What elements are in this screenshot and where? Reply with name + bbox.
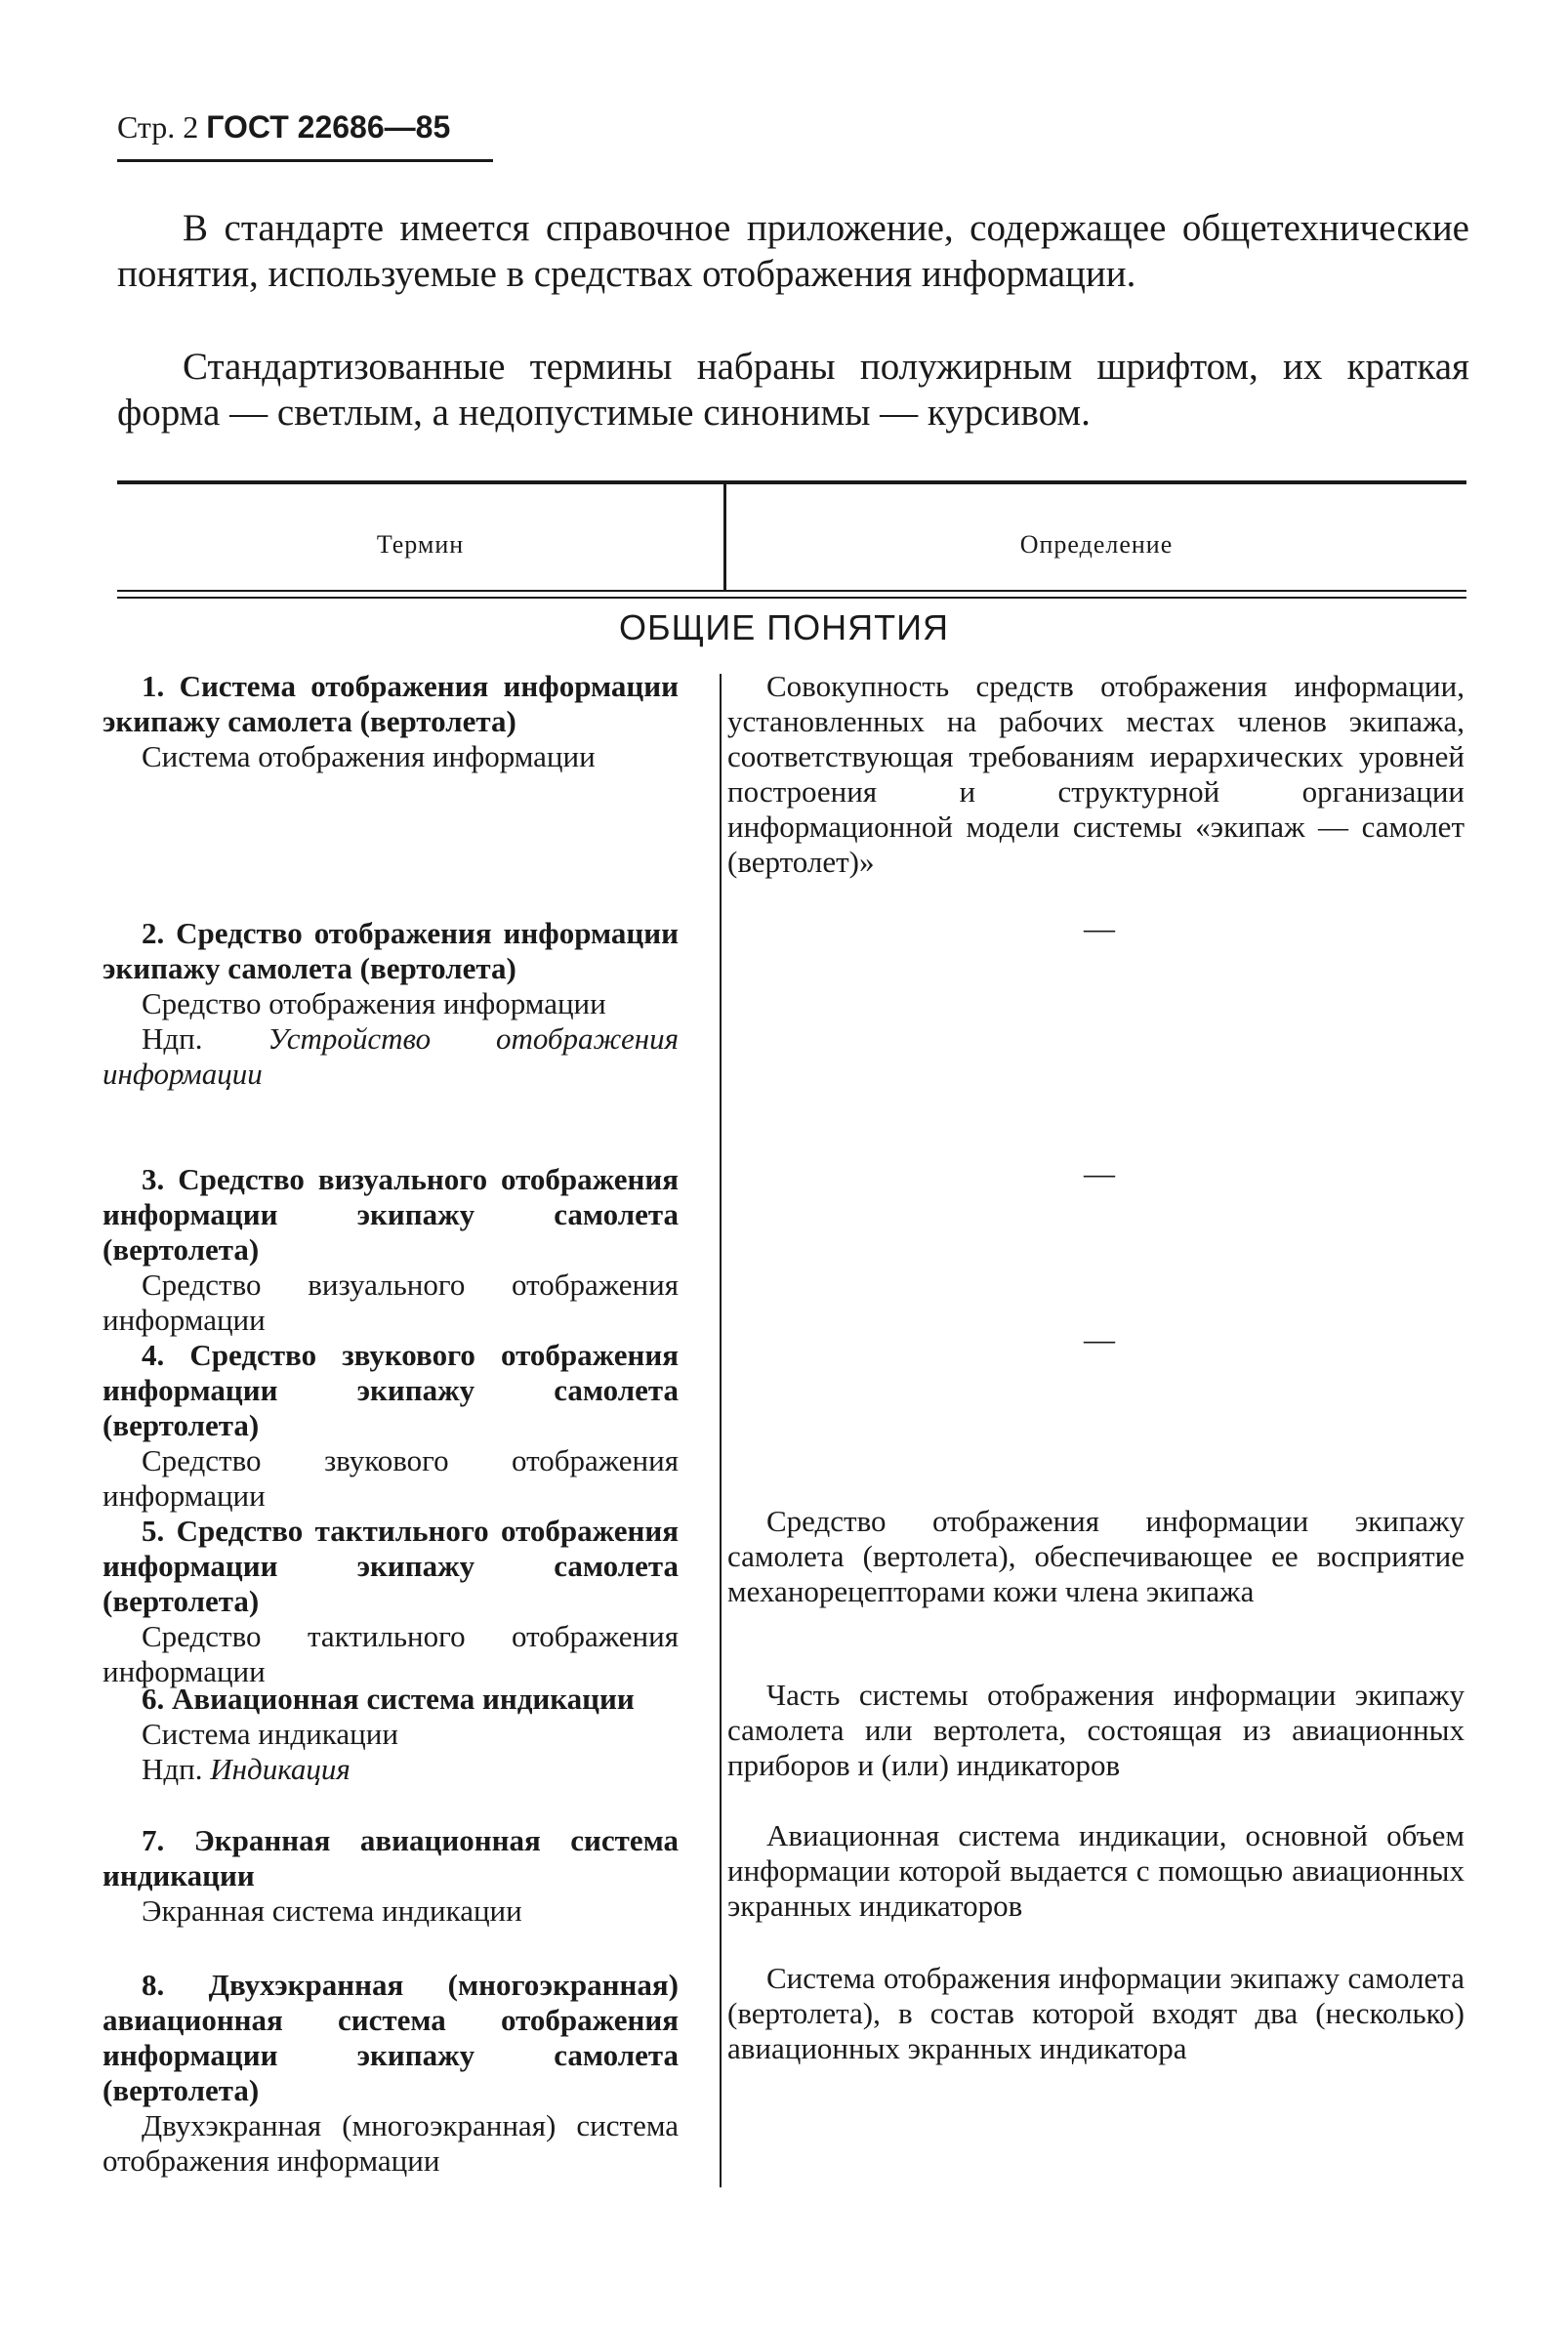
table-header-rule-2 bbox=[117, 597, 1466, 599]
definition-3-dash: — bbox=[1084, 1155, 1115, 1190]
intro-paragraph-2: Стандартизованные термины набраны полужирным шрифтом, их краткая форма — светлым, а недопустимые синонимы — курсивом. bbox=[117, 346, 1469, 434]
term-5: 5. Средство тактильного отображения информации экипажу самолета (вертолета) bbox=[103, 1514, 679, 1618]
definition-4-dash: — bbox=[1084, 1321, 1115, 1356]
entry-7-term-block bbox=[103, 1823, 679, 1929]
term-4: 4. Средство звукового отображения информации экипажу самолета (вертолета) bbox=[103, 1338, 679, 1442]
definition-2-dash: — bbox=[1084, 910, 1115, 945]
term-4-short-form: Средство звукового отображения информации bbox=[103, 1443, 679, 1513]
term-5-short-form: Средство тактильного отображения информации bbox=[103, 1619, 679, 1688]
page-number: Стр. 2 bbox=[117, 109, 199, 145]
term-8: 8. Двухэкранная (многоэкранная) авиационная система отображения информации экипажу самолета (вертолета) bbox=[103, 1968, 679, 2107]
entry-6-term-block bbox=[103, 1682, 679, 1787]
entry-8-term-block bbox=[103, 1968, 679, 2179]
term-1-short-form: Система отображения информации bbox=[142, 739, 596, 773]
definition-7: Авиационная система индикации, основной объем информации которой выдается с помощью авиационных экранных индикаторов bbox=[727, 1818, 1465, 1923]
table-top-rule bbox=[117, 480, 1466, 484]
term-2-short-form: Средство отображения информации bbox=[142, 986, 606, 1020]
term-8-short-form: Двухэкранная (многоэкранная) система отображения информации bbox=[103, 2108, 679, 2178]
term-2-non-recommended: Ндп. Устройство отображения информации bbox=[103, 1021, 680, 1091]
term-3-short-form: Средство визуального отображения информации bbox=[103, 1268, 679, 1337]
entry-2-term-block bbox=[103, 916, 679, 1092]
page-header bbox=[117, 109, 450, 146]
term-3: 3. Средство визуального отображения информации экипажу самолета (вертолета) bbox=[103, 1162, 679, 1267]
table-header-rule-1 bbox=[117, 590, 1466, 592]
definition-1: Совокупность средств отображения информации, установленных на рабочих местах членов экипажа, соответствующая требованиям иерархических уровней построения и структурной организации информационной модели системы «экипаж — самолет (вертолет)» bbox=[727, 669, 1465, 879]
definition-5: Средство отображения информации экипажу самолета (вертолета), обеспечивающее ее восприятие механорецепторами кожи члена экипажа bbox=[727, 1504, 1465, 1608]
intro-paragraph-1: В стандарте имеется справочное приложение, содержащее общетехнические понятия, используемые в средствах отображения информации. bbox=[117, 207, 1469, 295]
term-1: 1. Система отображения информации экипажу самолета (вертолета) bbox=[103, 669, 679, 738]
term-6: 6. Авиационная система индикации bbox=[142, 1682, 635, 1716]
standard-number: ГОСТ 22686—85 bbox=[206, 109, 451, 145]
entry-3-term-block bbox=[103, 1162, 679, 1338]
term-2: 2. Средство отображения информации экипажу самолета (вертолета) bbox=[103, 916, 679, 985]
body-column-divider bbox=[720, 674, 722, 2187]
entry-4-term-block bbox=[103, 1338, 679, 1514]
definition-6: Часть системы отображения информации экипажу самолета или вертолета, состоящая из авиационных приборов и (или) индикаторов bbox=[727, 1678, 1465, 1782]
header-underline bbox=[117, 159, 493, 162]
entry-1-term-block bbox=[103, 669, 679, 774]
term-6-short-form: Система индикации bbox=[142, 1717, 398, 1751]
definition-8: Система отображения информации экипажу самолета (вертолета), в состав которой входят два (несколько) авиационных экранных индикатора bbox=[727, 1961, 1465, 2065]
column-header-definition: Определение bbox=[1019, 530, 1174, 559]
section-title: ОБЩИЕ ПОНЯТИЯ bbox=[618, 607, 949, 647]
term-7-short-form: Экранная система индикации bbox=[142, 1893, 522, 1928]
term-6-non-recommended: Ндп. Индикация bbox=[142, 1752, 351, 1786]
entry-5-term-block bbox=[103, 1514, 679, 1689]
term-7: 7. Экранная авиационная система индикации bbox=[103, 1823, 679, 1892]
column-header-term: Термин bbox=[376, 530, 465, 559]
